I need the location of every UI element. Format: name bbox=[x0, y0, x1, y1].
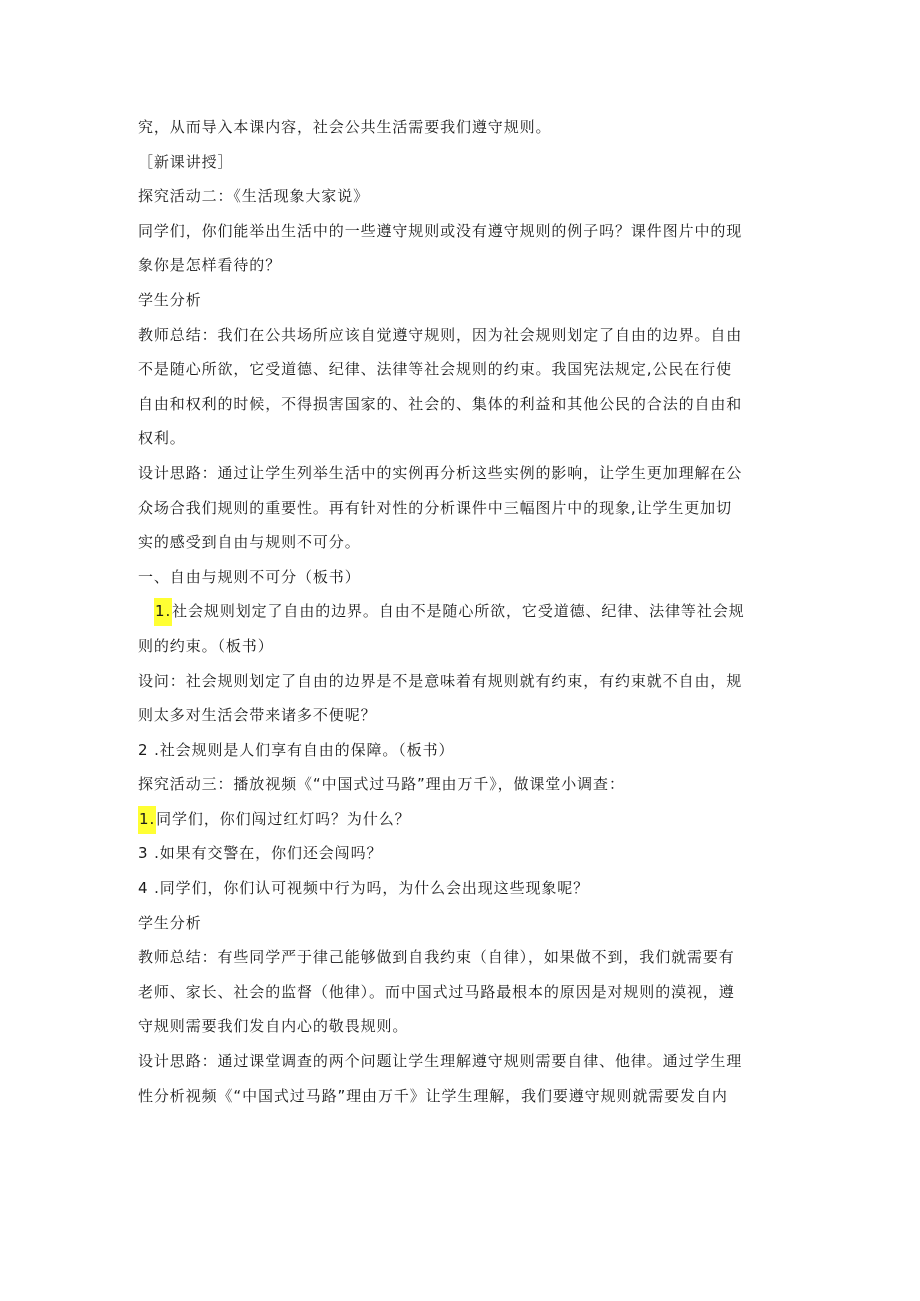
section-heading-new-lesson: ［新课讲授］ bbox=[138, 152, 234, 171]
numbered-item-2: 2 .社会规则是人们享有自由的保障。（板书） bbox=[138, 740, 455, 759]
activity-two-title: 探究活动二：《生活现象大家说》 bbox=[138, 187, 370, 206]
paragraph-line: 同学们，你们能举出生活中的一些遵守规则或没有遵守规则的例子吗？课件图片中的现 bbox=[138, 221, 743, 240]
highlighted-number: 1. bbox=[138, 806, 156, 834]
survey-question-4: 4 .同学们，你们认可视频中行为吗，为什么会出现这些现象呢？ bbox=[138, 879, 590, 898]
paragraph-line: 则太多对生活会带来诸多不便呢？ bbox=[138, 706, 377, 725]
paragraph-line: 众场合我们规则的重要性。再有针对性的分析课件中三幅图片中的现象,让学生更加切 bbox=[138, 498, 732, 517]
paragraph-line: 性分析视频《“中国式过马路”理由万千》让学生理解，我们要遵守规则就需要发自内 bbox=[138, 1086, 728, 1105]
survey-question-1 bbox=[138, 802, 788, 837]
activity-three-title: 探究活动三：播放视频《“中国式过马路”理由万千》，做课堂小调查： bbox=[138, 775, 625, 794]
survey-question-3: 3 .如果有交警在，你们还会闯吗？ bbox=[138, 844, 383, 863]
paragraph-line: 教师总结：有些同学严于律己能够做到自我约束（自律），如果做不到，我们就需要有 bbox=[138, 948, 735, 967]
paragraph-line: 设计思路：通过让学生列举生活中的实例再分析这些实例的影响，让学生更加理解在公 bbox=[138, 463, 743, 482]
paragraph-line: 究，从而导入本课内容，社会公共生活需要我们遵守规则。 bbox=[138, 118, 552, 136]
survey-question-text: 同学们，你们闯过红灯吗？为什么？ bbox=[156, 809, 411, 828]
document-body bbox=[138, 110, 788, 1113]
paragraph-line: 老师、家长、社会的监督（他律）。而中国式过马路最根本的原因是对规则的漠视，遵 bbox=[138, 982, 735, 1001]
paragraph-line: 权利。 bbox=[138, 429, 186, 448]
numbered-item-text: 社会规则划定了自由的边界。自由不是随心所欲，它受道德、纪律、法律等社会规 bbox=[172, 602, 745, 621]
paragraph-line: 自由和权利的时候，不得损害国家的、社会的、集体的利益和其他公民的合法的自由和 bbox=[138, 394, 743, 413]
paragraph-line: 不是随心所欲，它受道德、纪律、法律等社会规则的约束。我国宪法规定,公民在行使 bbox=[138, 360, 732, 379]
numbered-item-1 bbox=[138, 594, 788, 629]
student-analysis-label: 学生分析 bbox=[138, 913, 202, 932]
paragraph-line: 象你是怎样看待的？ bbox=[138, 256, 282, 275]
paragraph-line: 设问：社会规则划定了自由的边界是不是意味着有规则就有约束，有约束就不自由，规 bbox=[138, 671, 743, 690]
paragraph-line: 设计思路：通过课堂调查的两个问题让学生理解遵守规则需要自律、他律。通过学生理 bbox=[138, 1052, 743, 1071]
paragraph-line: 教师总结：我们在公共场所应该自觉遵守规则，因为社会规则划定了自由的边界。自由 bbox=[138, 325, 743, 344]
student-analysis-label: 学生分析 bbox=[138, 290, 202, 309]
paragraph-line: 实的感受到自由与规则不可分。 bbox=[138, 533, 361, 552]
board-heading-one: 一、自由与规则不可分（板书） bbox=[138, 567, 361, 586]
paragraph-line: 守规则需要我们发自内心的敬畏规则。 bbox=[138, 1017, 409, 1036]
paragraph-line: 则的约束。（板书） bbox=[138, 636, 274, 655]
highlighted-number: 1. bbox=[154, 598, 172, 626]
